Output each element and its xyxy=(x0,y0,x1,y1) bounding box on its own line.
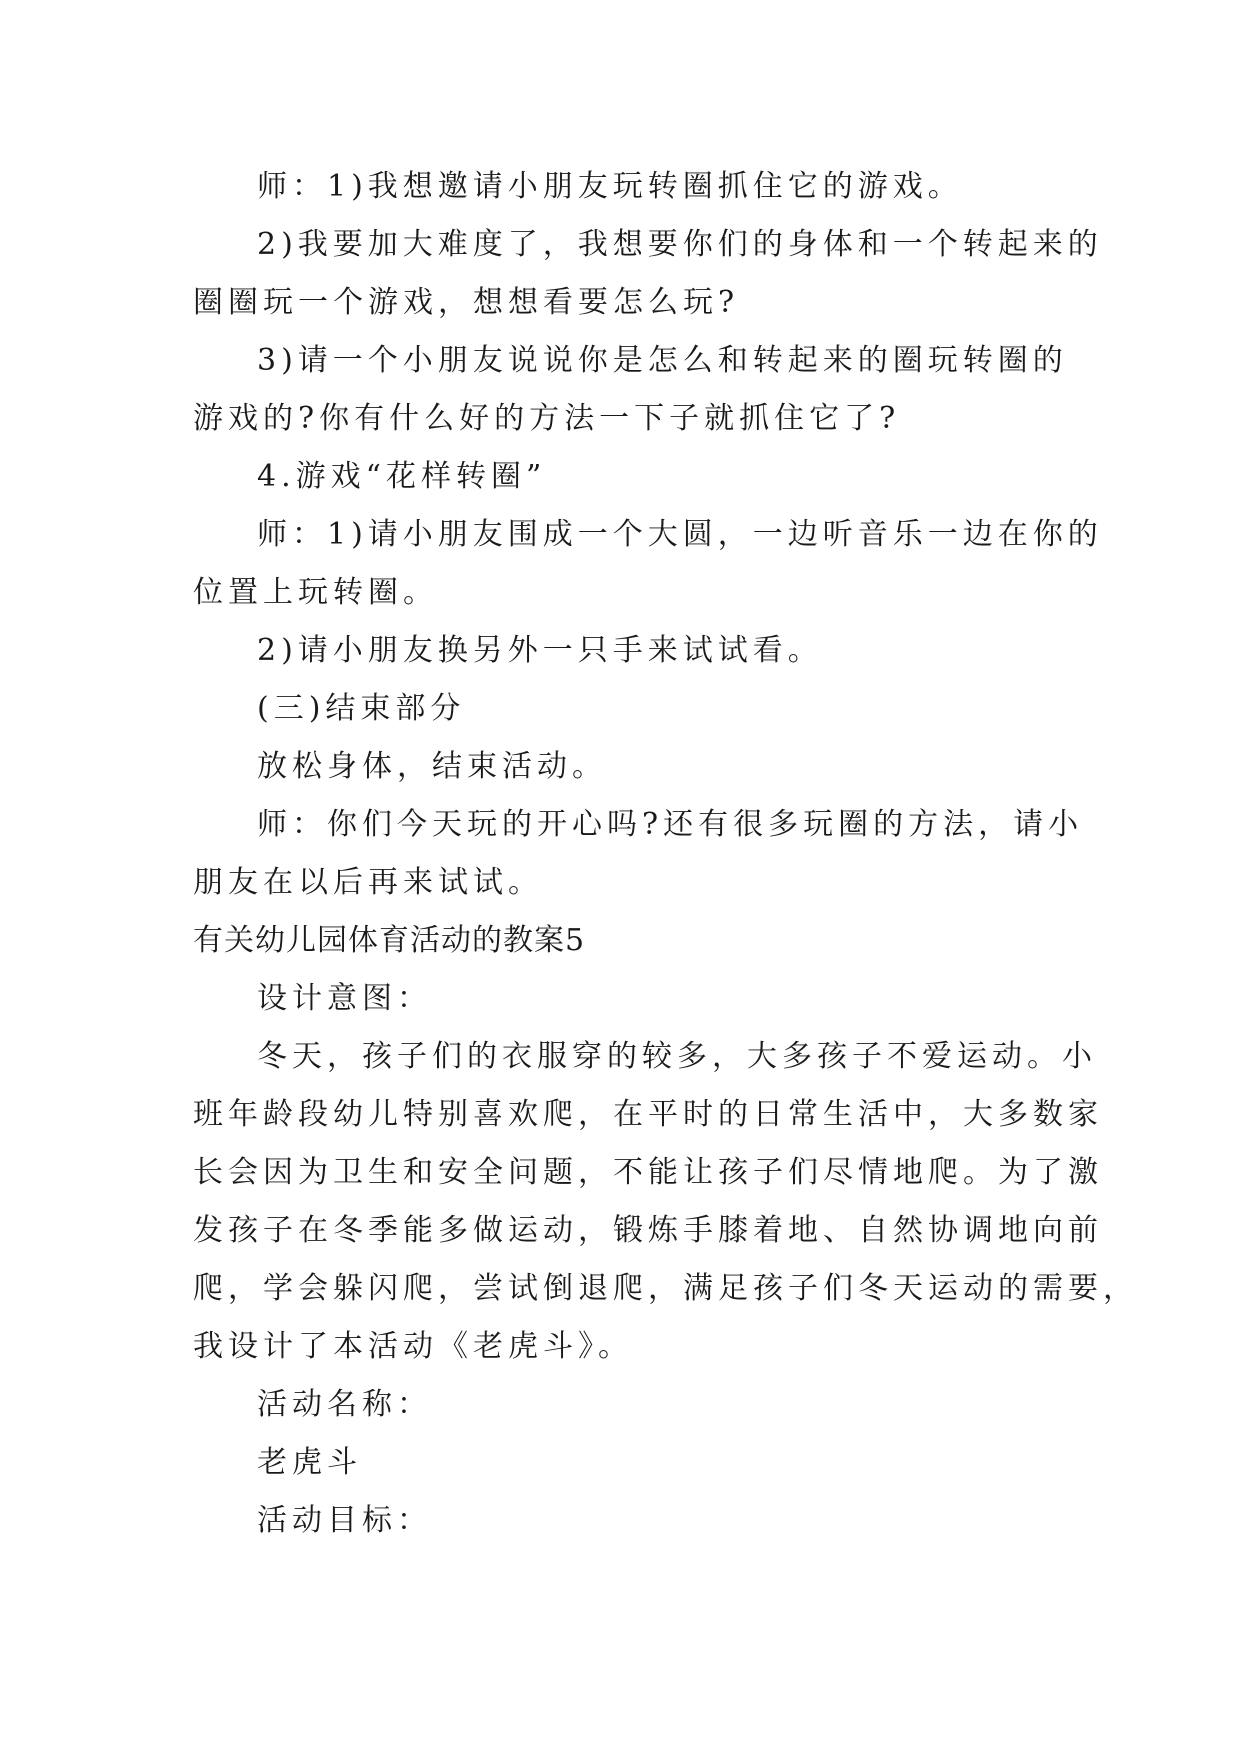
paragraph-line: 2)我要加大难度了，我想要你们的身体和一个转起来的 xyxy=(257,227,1103,262)
paragraph-line: 冬天，孩子们的衣服穿的较多，大多孩子不爱运动。小 xyxy=(257,1039,1097,1074)
paragraph-line: 游戏的?你有什么好的方法一下子就抓住它了? xyxy=(193,401,901,436)
section-label: 活动名称： xyxy=(257,1387,432,1422)
paragraph-line: 长会因为卫生和安全问题，不能让孩子们尽情地爬。为了激 xyxy=(193,1155,1103,1190)
section-label: 活动目标： xyxy=(257,1503,432,1538)
paragraph-line: 师：你们今天玩的开心吗?还有很多玩圈的方法，请小 xyxy=(257,807,1084,842)
paragraph-line: 放松身体，结束活动。 xyxy=(257,749,607,784)
paragraph-line: 位置上玩转圈。 xyxy=(193,575,438,610)
paragraph-line: 发孩子在冬季能多做运动，锻炼手膝着地、自然协调地向前 xyxy=(193,1213,1103,1248)
section-label: 设计意图： xyxy=(257,981,432,1016)
paragraph-line: 老虎斗 xyxy=(257,1445,362,1480)
paragraph-line: 圈圈玩一个游戏，想想看要怎么玩? xyxy=(193,285,740,320)
paragraph-line: 师：1)我想邀请小朋友玩转圈抓住它的游戏。 xyxy=(257,169,963,204)
paragraph-line: 4.游戏“花样转圈” xyxy=(257,459,547,494)
section-heading: (三)结束部分 xyxy=(257,691,466,726)
document-title: 有关幼儿园体育活动的教案5 xyxy=(193,923,586,958)
paragraph-line: 班年龄段幼儿特别喜欢爬，在平时的日常生活中，大多数家 xyxy=(193,1097,1103,1132)
paragraph-line: 师：1)请小朋友围成一个大圆，一边听音乐一边在你的 xyxy=(257,517,1103,552)
paragraph-line: 爬，学会躲闪爬，尝试倒退爬，满足孩子们冬天运动的需要， xyxy=(193,1271,1138,1306)
paragraph-line: 2)请小朋友换另外一只手来试试看。 xyxy=(257,633,823,668)
paragraph-line: 朋友在以后再来试试。 xyxy=(193,865,543,900)
paragraph-line: 3)请一个小朋友说说你是怎么和转起来的圈玩转圈的 xyxy=(257,343,1068,378)
document-page xyxy=(193,158,1138,1550)
paragraph-line: 我设计了本活动《老虎斗》。 xyxy=(193,1329,633,1364)
